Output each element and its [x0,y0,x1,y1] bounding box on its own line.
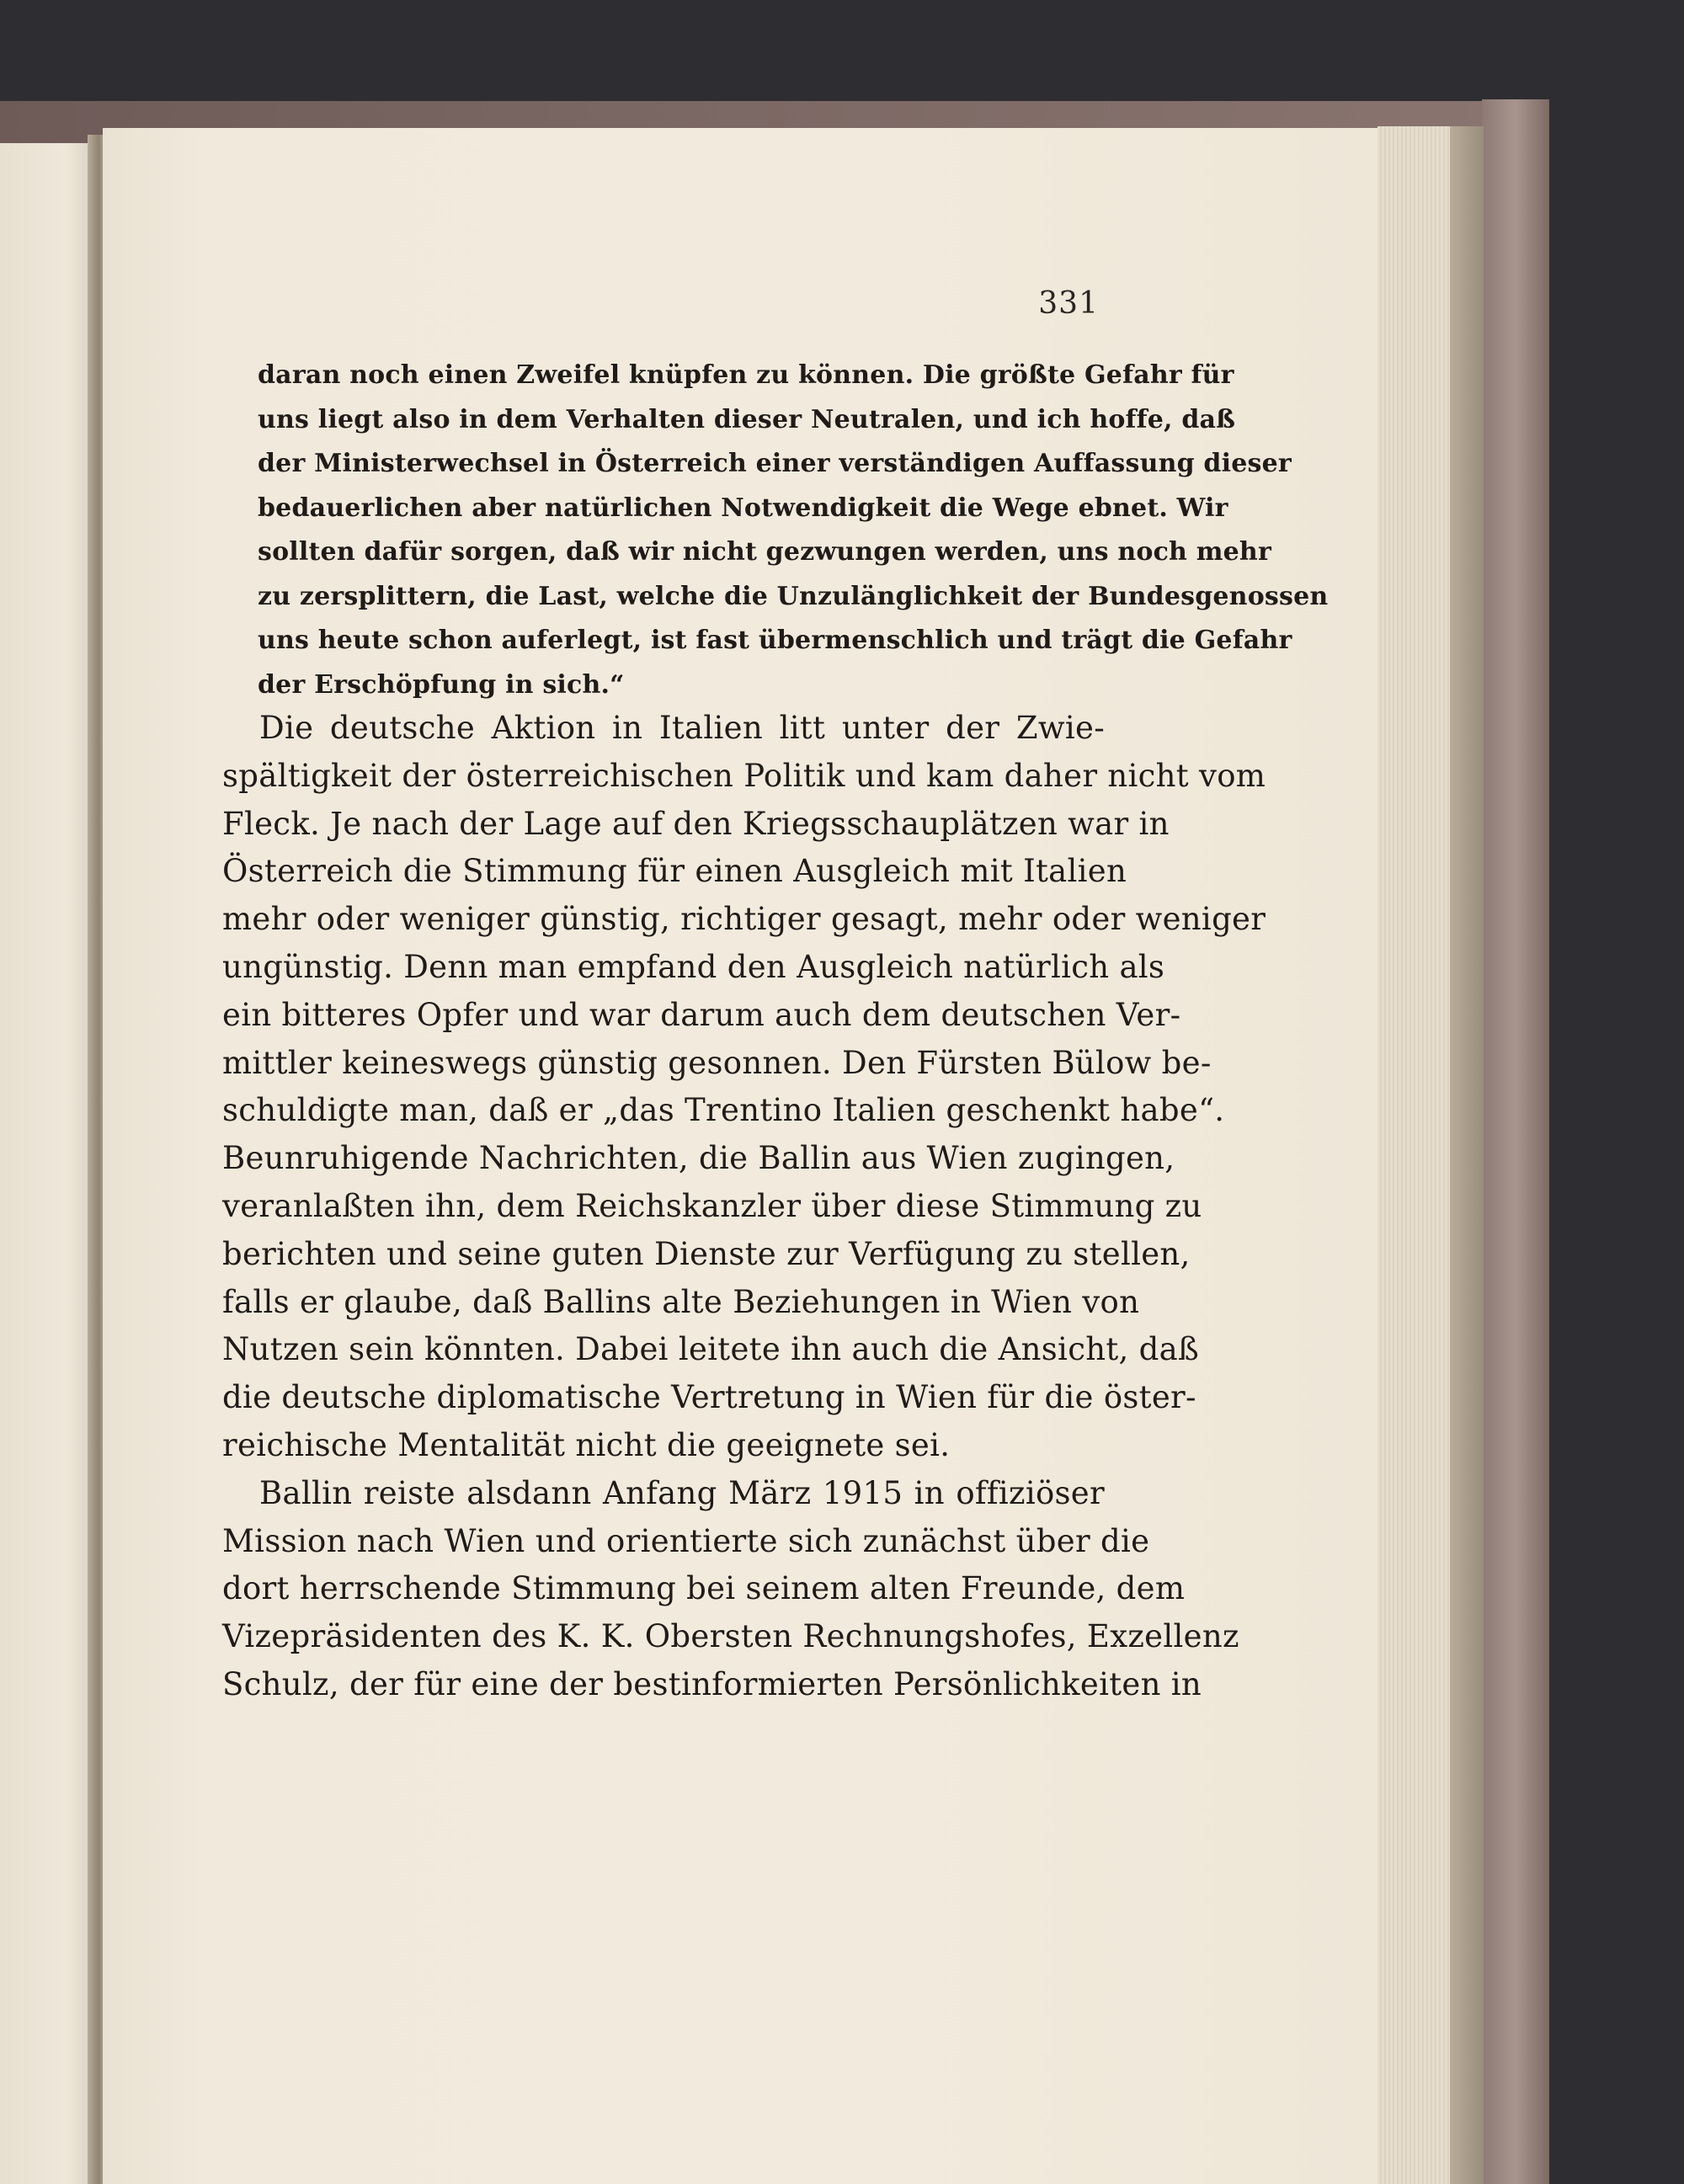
left-page-sliver [0,143,94,2184]
text-line: Fleck. Je nach der Lage auf den Kriegsschauplätzen war in [222,805,1170,842]
text-line: falls er glaube, daß Ballins alte Beziehungen in Wien von [222,1283,1140,1320]
page-edges-shadow [1450,126,1484,2184]
text-line: uns heute schon auferlegt, ist fast übermenschlich und trägt die Gefahr [258,626,1292,655]
text-line: zu zersplittern, die Last, welche die Unzulänglichkeit der Bundesgenossen [258,581,1329,611]
book-cover-edge [1482,99,1549,2184]
text-line: die deutsche diplomatische Vertretung in Wien für die öster- [222,1379,1196,1416]
body-text [222,704,1266,1708]
text-line: Mission nach Wien und orientierte sich zunächst über die [222,1522,1150,1559]
text-line: ein bitteres Opfer und war darum auch dem deutschen Ver- [222,996,1181,1033]
text-line: dort herrschende Stimmung bei seinem alten Freunde, dem [222,1570,1186,1607]
quote-block [258,354,1329,707]
text-line: der Ministerwechsel in Österreich einer verständigen Auffassung dieser [258,449,1292,478]
text-line: reichische Mentalität nicht die geeignete sei. [222,1426,951,1463]
text-line: Vizepräsidenten des K. K. Obersten Rechnungshofes, Exzellenz [222,1618,1239,1655]
text-line: sollten dafür sorgen, daß wir nicht gezwungen werden, uns noch mehr [258,537,1271,567]
text-line: Nutzen sein könnten. Dabei leitete ihn auch die Ansicht, daß [222,1331,1199,1368]
text-line: ungünstig. Denn man empfand den Ausgleich natürlich als [222,948,1165,985]
page-edges [1378,126,1453,2184]
text-line: Die deutsche Aktion in Italien litt unter der Zwie- [259,710,1105,746]
text-line: spältigkeit der österreichischen Politik und kam daher nicht vom [222,757,1266,794]
text-line: mehr oder weniger günstig, richtiger gesagt, mehr oder weniger [222,901,1266,938]
text-line: Ballin reiste alsdann Anfang März 1915 in offiziöser [259,1474,1105,1511]
text-line: der Erschöpfung in sich.“ [258,669,625,700]
text-line: schuldigte man, daß er „das Trentino Italien geschenkt habe“. [222,1092,1225,1129]
text-line: bedauerlichen aber natürlichen Notwendigkeit die Wege ebnet. Wir [258,493,1228,523]
page-number: 331 [1038,286,1099,321]
text-line: Schulz, der für eine der bestinformierten Persönlichkeiten in [222,1665,1202,1702]
text-line: uns liegt also in dem Verhalten dieser Neutralen, und ich hoffe, daß [258,404,1236,434]
text-line: berichten und seine guten Dienste zur Verfügung zu stellen, [222,1235,1191,1272]
text-line: daran noch einen Zweifel knüpfen zu können. Die größte Gefahr für [258,360,1234,390]
text-line: Beunruhigende Nachrichten, die Ballin aus Wien zugingen, [222,1140,1175,1177]
text-line: mittler keineswegs günstig gesonnen. Den Fürsten Bülow be- [222,1044,1212,1081]
text-line: Österreich die Stimmung für einen Ausgleich mit Italien [222,853,1127,890]
text-line: veranlaßten ihn, dem Reichskanzler über diese Stimmung zu [222,1187,1202,1224]
